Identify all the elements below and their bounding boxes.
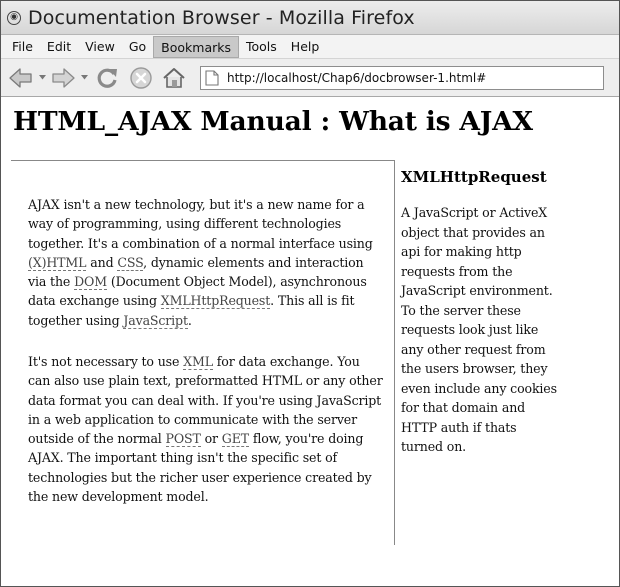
url-input[interactable]: [227, 71, 597, 85]
chevron-down-icon: [81, 75, 88, 80]
stop-icon: [129, 66, 153, 90]
text-segment: flow, you're doing AJAX. The important thing isn't the specific set of technologies but the richer user experience created by the new development model.: [28, 431, 372, 505]
text-segment: It's not necessary to use: [28, 354, 184, 369]
stop-button[interactable]: [124, 63, 158, 93]
menu-tools[interactable]: Tools: [246, 38, 277, 54]
term-link-post[interactable]: POST: [165, 431, 201, 447]
forward-button[interactable]: [48, 63, 78, 93]
back-button[interactable]: [6, 63, 36, 93]
text-segment: for data exchange. You can also use plain text, preformatted HTML or any other data format you can deal with. If you're using JavaScript in a web application to communicate with the server outside of the normal: [28, 354, 383, 447]
paragraph-data-exchange: [28, 352, 384, 506]
main-content-panel: [11, 160, 395, 545]
home-button[interactable]: [158, 63, 190, 93]
term-link-css[interactable]: CSS: [117, 254, 144, 270]
text-segment: .: [187, 312, 192, 328]
reload-button[interactable]: [90, 63, 124, 93]
text-segment: , dynamic elements and interaction via the: [28, 254, 364, 290]
window-title: Documentation Browser - Mozilla Firefox: [28, 6, 415, 29]
reload-icon: [94, 65, 120, 91]
term-link-dom[interactable]: DOM: [74, 274, 107, 290]
menu-help[interactable]: Help: [290, 38, 320, 54]
menu-edit[interactable]: Edit: [46, 38, 72, 54]
chevron-down-icon: [39, 75, 46, 80]
forward-history-dropdown[interactable]: [78, 63, 90, 93]
text-segment: (Document Object Model), asynchronous data exchange using: [28, 274, 367, 309]
home-icon: [161, 66, 187, 90]
menu-go[interactable]: Go: [128, 38, 147, 54]
back-arrow-icon: [8, 66, 34, 90]
page-content: [1, 98, 620, 587]
term-link-xhtml[interactable]: (X)HTML: [28, 254, 87, 270]
term-link-get[interactable]: GET: [221, 431, 249, 447]
menu-bookmarks[interactable]: Bookmarks: [153, 36, 239, 58]
text-segment: or: [200, 431, 222, 447]
page-heading: HTML_AJAX Manual : What is AJAX: [13, 106, 533, 137]
back-history-dropdown[interactable]: [36, 63, 48, 93]
sidebar-definition: A JavaScript or ActiveX object that provides an api for making http requests from the JavaScript environment. To the server these requests look just like any other request from the users browser, they even include any cookies for that domain and HTTP auth if thats turned on.: [401, 205, 557, 454]
forward-arrow-icon: [50, 66, 76, 90]
navigation-toolbar: [1, 59, 620, 97]
text-segment: . This all is fit together using: [28, 293, 355, 328]
text-segment: and: [86, 254, 118, 270]
page-icon: [205, 70, 219, 86]
firefox-icon: ◉: [7, 11, 21, 25]
title-bar: [1, 1, 620, 35]
menu-view[interactable]: View: [85, 38, 115, 54]
text-segment: AJAX isn't a new technology, but it's a new name for a way of programming, using different technologies together. It's a combination of a normal interface using: [28, 197, 373, 251]
term-link-xml[interactable]: XML: [183, 354, 213, 369]
paragraph-intro: [28, 195, 384, 330]
address-bar[interactable]: [200, 66, 604, 90]
menu-bar: [1, 35, 620, 59]
menu-file[interactable]: File: [12, 38, 33, 54]
term-link-xmlhttprequest[interactable]: XMLHttpRequest: [160, 293, 271, 309]
definition-sidebar: [401, 168, 581, 457]
sidebar-title: XMLHttpRequest: [401, 168, 547, 186]
term-link-javascript[interactable]: JavaScript: [123, 312, 188, 328]
